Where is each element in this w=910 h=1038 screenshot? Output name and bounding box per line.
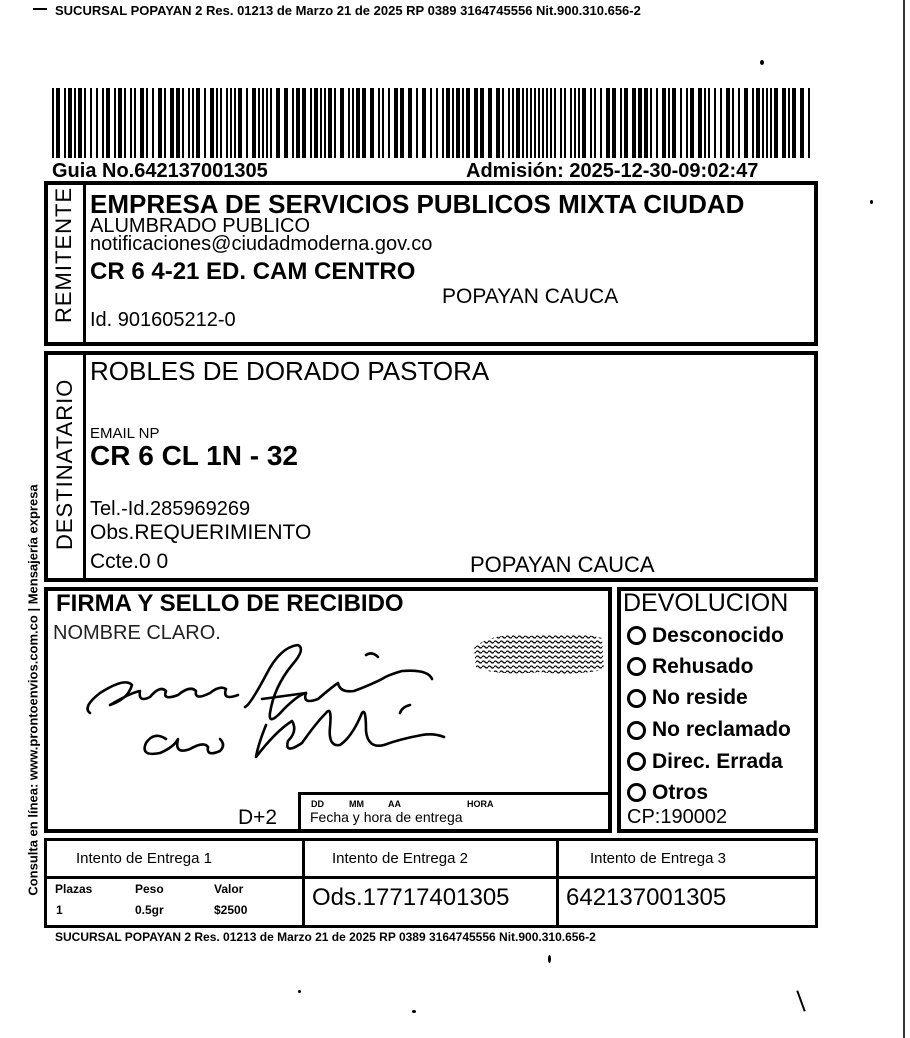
handwritten-signature (70, 635, 470, 785)
barcode-bar (554, 88, 556, 158)
return-option-otros[interactable] (627, 777, 791, 808)
return-option-label: Direc. Errada (652, 749, 783, 773)
barcode-bar (352, 88, 354, 158)
barcode-bar (234, 88, 236, 158)
barcode-bar (130, 88, 132, 158)
attempt-3: Intento de Entrega 3 (590, 850, 726, 867)
barcode-bar (762, 88, 764, 158)
barcode-bar (456, 88, 460, 158)
barcode-bar (686, 88, 688, 158)
sender-address: CR 6 4-21 ED. CAM CENTRO (90, 258, 416, 285)
attempt-2: Intento de Entrega 2 (332, 850, 468, 867)
barcode-bar (570, 88, 572, 158)
signature-title: FIRMA Y SELLO DE RECIBIDO (56, 590, 404, 617)
barcode-bar (738, 88, 740, 158)
barcode-bar (656, 88, 658, 158)
barcode-bar (64, 88, 66, 158)
barcode-bar (408, 88, 412, 158)
barcode-bar (102, 88, 104, 158)
attempt-1: Intento de Entrega 1 (76, 850, 212, 867)
recipient-ccte: Ccte.0 0 (90, 550, 169, 573)
barcode-bar (564, 88, 566, 158)
barcode-bar (542, 88, 544, 158)
barcode-bar (84, 88, 86, 158)
barcode-bar (416, 88, 418, 158)
barcode-bar (388, 88, 390, 158)
barcode-bar (170, 88, 174, 158)
attempts-hline (46, 876, 816, 879)
radio-circle-icon (627, 721, 646, 740)
return-option-label: Otros (652, 780, 709, 804)
barcode-bar (766, 88, 768, 158)
barcode-bar (726, 88, 730, 158)
barcode-bar (624, 88, 628, 158)
barcode-bar (668, 88, 670, 158)
barcode-bar (52, 88, 54, 158)
barcode-bar (496, 88, 500, 158)
barcode-bar (462, 88, 464, 158)
barcode-bar (680, 88, 682, 158)
barcode-bar (324, 88, 326, 158)
barcode-bar (340, 88, 344, 158)
guide-number: Guia No.642137001305 (52, 160, 268, 182)
radio-circle-icon (627, 783, 646, 802)
recipient-phone: Tel.-Id.285969269 (90, 498, 251, 520)
plazas-value: 1 (56, 903, 63, 917)
sender-company: EMPRESA DE SERVICIOS PUBLICOS MIXTA CIUDAD (90, 189, 745, 219)
barcode-bar (74, 88, 76, 158)
barcode-bar (400, 88, 404, 158)
barcode-bar (422, 88, 426, 158)
barcode-bar (466, 88, 470, 158)
barcode-bar (690, 88, 694, 158)
barcode-bar (226, 88, 228, 158)
barcode-bar (708, 88, 710, 158)
barcode-bar (276, 88, 280, 158)
barcode-bar (650, 88, 652, 158)
date-header-aa: AA (388, 799, 401, 809)
barcode-bar (270, 88, 272, 158)
speck (760, 60, 764, 65)
barcode-bar (538, 88, 540, 158)
barcode-bar (452, 88, 454, 158)
speck (548, 955, 551, 963)
barcode-bar (770, 88, 772, 158)
return-option-no-reside[interactable] (627, 682, 791, 714)
stamp-mark (470, 630, 606, 676)
return-option-label: No reside (652, 686, 748, 709)
speck (298, 990, 301, 993)
barcode-bar (356, 88, 360, 158)
speck (412, 1010, 416, 1013)
barcode-bar (90, 88, 92, 158)
barcode-bar (292, 88, 294, 158)
barcode-bar (266, 88, 268, 158)
return-option-label: Desconocido (652, 623, 784, 647)
barcode-bar (480, 88, 484, 158)
barcode-bar (114, 88, 116, 158)
barcode-bar (578, 88, 580, 158)
barcode-bar (534, 88, 536, 158)
peso-label: Peso (135, 882, 164, 896)
sender-divider (83, 183, 86, 343)
barcode-bar (442, 88, 444, 158)
barcode-bar (522, 88, 524, 158)
barcode-bar (606, 88, 610, 158)
barcode-bar (182, 88, 184, 158)
barcode-bar (436, 88, 438, 158)
sender-city: POPAYAN CAUCA (442, 285, 619, 308)
peso-value: 0.5gr (135, 903, 164, 917)
barcode-bar (582, 88, 586, 158)
attempts-vline-2 (556, 840, 559, 926)
barcode-bar (574, 88, 576, 158)
recipient-divider (83, 353, 86, 579)
barcode-bar (612, 88, 616, 158)
barcode-bar (230, 88, 232, 158)
barcode-bar (756, 88, 760, 158)
barcode-bar (382, 88, 384, 158)
date-caption: Fecha y hora de entrega (310, 809, 463, 825)
barcode-bar (714, 88, 716, 158)
barcode-bar (550, 88, 552, 158)
barcode-bar (370, 88, 374, 158)
footer-line: SUCURSAL POPAYAN 2 Res. 01213 de Marzo 21 de 2025 RP 0389 3164745556 Nit.900.310.656-2 (55, 930, 596, 944)
barcode-bar (378, 88, 380, 158)
barcode-bar (502, 88, 504, 158)
plazas-label: Plazas (55, 882, 93, 896)
sender-id: Id. 901605212-0 (90, 309, 236, 331)
speck (796, 990, 805, 1011)
return-cp: CP:190002 (627, 806, 728, 828)
date-header-dd: DD (311, 799, 324, 809)
name-label: NOMBRE CLARO. (53, 622, 221, 644)
recipient-name: ROBLES DE DORADO PASTORA (90, 356, 490, 386)
barcode-bar (488, 88, 492, 158)
barcode-bar (284, 88, 288, 158)
tracking-number: 642137001305 (566, 884, 727, 911)
barcode-bar (792, 88, 796, 158)
return-option-label: Rehusado (652, 654, 754, 678)
barcode-bar (732, 88, 734, 158)
sender-email: notificaciones@ciudadmoderna.gov.co (90, 233, 433, 255)
admission-datetime: Admisión: 2025-12-30-09:02:47 (466, 160, 759, 182)
barcode-bar (594, 88, 596, 158)
header-dash (33, 8, 47, 10)
sender-label: REMITENTE (51, 186, 76, 323)
barcode-bar (320, 88, 322, 158)
barcode-bar (106, 88, 110, 158)
barcode-bar (394, 88, 398, 158)
return-options (627, 620, 791, 808)
return-option-no-reclamado[interactable] (627, 714, 791, 746)
barcode-bar (474, 88, 478, 158)
radio-circle-icon (627, 689, 646, 708)
barcode-bar (96, 88, 98, 158)
attempts-vline-1 (302, 840, 305, 926)
barcode-bar (620, 88, 622, 158)
barcode-bar (216, 88, 218, 158)
return-title: DEVOLUCION (623, 589, 789, 617)
barcode-bar (348, 88, 350, 158)
barcode-bar (808, 88, 810, 158)
barcode-bar (516, 88, 520, 158)
barcode-bar (238, 88, 242, 158)
recipient-label: DESTINATARIO (52, 378, 77, 550)
barcode-bar (744, 88, 748, 158)
barcode-bar (362, 88, 366, 158)
barcode-bar (788, 88, 790, 158)
barcode-bar (314, 88, 318, 158)
barcode-bar (124, 88, 126, 158)
header-line: SUCURSAL POPAYAN 2 Res. 01213 de Marzo 21 de 2025 RP 0389 3164745556 Nit.900.310.656-2 (55, 3, 641, 18)
radio-circle-icon (627, 626, 646, 645)
barcode-bar (302, 88, 306, 158)
barcode-bar (246, 88, 248, 158)
sender-department: ALUMBRADO PUBLICO (90, 215, 311, 237)
valor-value: $2500 (214, 903, 248, 917)
barcode-bar (152, 88, 154, 158)
barcode-bar (672, 88, 676, 158)
recipient-city: POPAYAN CAUCA (470, 552, 655, 577)
barcode-bar (258, 88, 260, 158)
barcode-bar (720, 88, 722, 158)
barcode-bar (134, 88, 136, 158)
barcode-bar (800, 88, 804, 158)
barcode-bar (188, 88, 190, 158)
barcode-bar (546, 88, 548, 158)
return-option-label: No reclamado (652, 718, 791, 741)
barcode-bar (644, 88, 648, 158)
return-option-rehusado[interactable] (627, 651, 791, 682)
date-header-hora: HORA (467, 799, 494, 809)
barcode-bar (78, 88, 82, 158)
barcode-bar (164, 88, 166, 158)
page-edge-right (903, 0, 905, 1038)
barcode-bar (590, 88, 592, 158)
barcode-bar (146, 88, 148, 158)
barcode-bar (252, 88, 256, 158)
barcode-bar (600, 88, 602, 158)
barcode-bar (56, 88, 60, 158)
recipient-obs: Obs.REQUERIMIENTO (90, 521, 312, 544)
barcode-bar (204, 88, 206, 158)
radio-circle-icon (627, 752, 646, 771)
barcode-bar (158, 88, 162, 158)
barcode-bar (430, 88, 432, 158)
barcode-bar (328, 88, 332, 158)
delivery-code: D+2 (238, 806, 278, 829)
return-option-desconocido[interactable] (627, 620, 791, 651)
barcode-bar (512, 88, 514, 158)
barcode-bar (508, 88, 510, 158)
barcode-bar (220, 88, 222, 158)
barcode-bar (698, 88, 702, 158)
barcode-bar (632, 88, 636, 158)
barcode-bar (526, 88, 528, 158)
barcode-bar (782, 88, 786, 158)
side-text: Consulta en línea: www.prontoenvios.com.co | Mensajería expresa (25, 484, 41, 896)
barcode-bar (334, 88, 336, 158)
ods-number: Ods.17717401305 (312, 884, 510, 911)
barcode-bar (196, 88, 200, 158)
speck (870, 200, 873, 204)
barcode-bar (704, 88, 706, 158)
barcode-bar (560, 88, 562, 158)
barcode-bar (210, 88, 214, 158)
recipient-email: EMAIL NP (90, 425, 160, 442)
barcode-bar (774, 88, 778, 158)
return-option-direc-errada[interactable] (627, 746, 791, 777)
barcode-bar (140, 88, 144, 158)
barcode-bar (752, 88, 754, 158)
barcode-bar (68, 88, 72, 158)
date-header-mm: MM (349, 799, 364, 809)
barcode-bar (118, 88, 122, 158)
barcode (50, 88, 820, 158)
radio-circle-icon (627, 657, 646, 676)
recipient-address: CR 6 CL 1N - 32 (90, 440, 298, 471)
barcode-bar (310, 88, 312, 158)
barcode-bar (530, 88, 532, 158)
barcode-bar (446, 88, 450, 158)
valor-label: Valor (214, 882, 244, 896)
barcode-bar (176, 88, 180, 158)
barcode-bar (296, 88, 300, 158)
barcode-bar (662, 88, 666, 158)
barcode-bar (192, 88, 194, 158)
barcode-bar (262, 88, 264, 158)
barcode-bar (638, 88, 642, 158)
